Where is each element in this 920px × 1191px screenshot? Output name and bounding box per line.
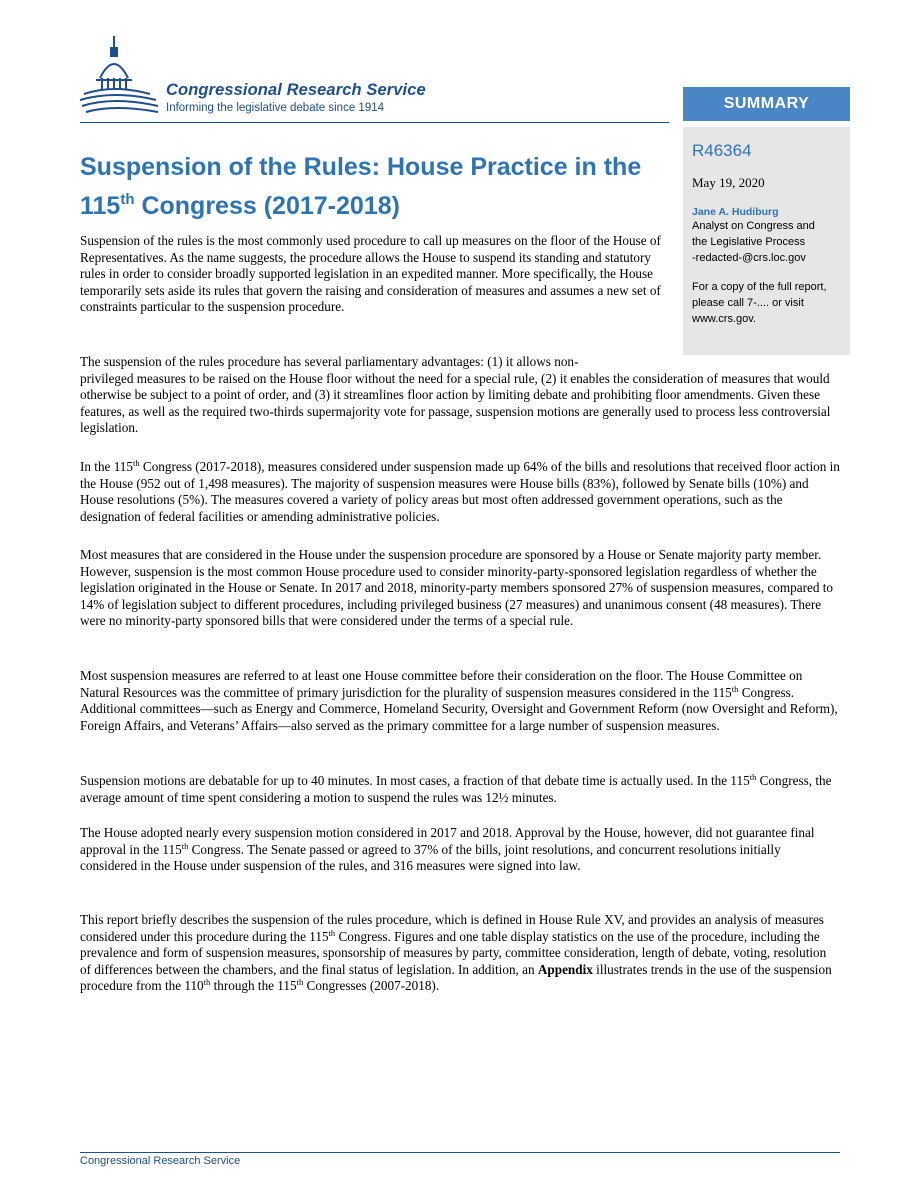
paragraph-3: In the 115th Congress (2017-2018), measures considered under suspension made up 64% of the bills and resolutions that received floor action in the House (952 out of 1,498 measures). The majority of suspension measures were House bills (83%), followed by Senate bills (10%) and House resolutions (5%). The measures covered a variety of policy areas but most often addressed government operations, such as the designation of federal facilities or amending administrative policies. bbox=[80, 458, 840, 524]
author-name: Jane A. Hudiburg bbox=[692, 206, 779, 218]
paragraph-7: The House adopted nearly every suspension motion considered in 2017 and 2018. Approval by the House, however, did not guarantee final approval in the 115th Congress. The Senate passed or agreed to 37% of the bills, joint resolutions, and concurrent resolutions initially considered in the House under suspension of the rules, and 316 measures were signed into law. bbox=[80, 825, 815, 874]
org-name: Congressional Research Service bbox=[166, 81, 426, 99]
report-title: Suspension of the Rules: House Practice in the 115th Congress (2017-2018) bbox=[80, 153, 642, 220]
paragraph-8: This report briefly describes the suspension of the rules procedure, which is defined in House Rule XV, and provides an analysis of measures considered under this procedure during the 115th Congress. Figures and one table display statistics on the use of the procedure, including the prevalence and form of suspension measures, sponsorship of measures by party, committee consideration, length of debate, voting, resolution of differences between the chambers, and the final status of legislation. In addition, an Appendix illustrates trends in the use of the suspension procedure from the 110th through the 115th Congresses (2007-2018). bbox=[80, 912, 832, 994]
report-number: R46364 bbox=[692, 141, 752, 160]
footer-text: Congressional Research Service bbox=[80, 1155, 241, 1167]
capitol-dome-icon bbox=[78, 34, 160, 124]
header-divider bbox=[80, 122, 669, 123]
author-title-line-1: Analyst on Congress and bbox=[692, 220, 815, 232]
summary-sidebar bbox=[683, 127, 850, 355]
paragraph-2-line-1: The suspension of the rules procedure has several parliamentary advantages: (1) it allows non- bbox=[80, 354, 579, 369]
crs-website-link[interactable]: www.crs.gov. bbox=[692, 313, 756, 325]
crs-logo bbox=[78, 34, 478, 124]
footer-divider bbox=[80, 1152, 840, 1153]
paragraph-2-rest: privileged measures to be raised on the House floor without the need for a special rule, (2) it enables the consideration of measures that would otherwise be subject to a point of order, and (3) it streamlines floor action by limiting debate and prohibiting floor amendments. Given these features, as well as the required two-thirds supermajority vote for passage, suspension motions are generally used to process less controversial legislation. bbox=[80, 370, 831, 436]
copy-note-line-2: please call 7-.... or visit bbox=[692, 297, 804, 309]
appendix-link[interactable]: Appendix bbox=[537, 961, 593, 977]
paragraph-5: Most suspension measures are referred to at least one House committee before their consideration on the floor. The House Committee on Natural Resources was the committee of primary jurisdiction for the plurality of suspension measures considered in the 115th Congress. Additional committees—such as Energy and Commerce, Homeland Security, Oversight and Government Reform (now Oversight and Reform), Foreign Affairs, and Veterans’ Affairs—also served as the primary committee for a large number of suspension measures. bbox=[80, 668, 838, 733]
org-tagline: Informing the legislative debate since 1914 bbox=[166, 102, 385, 114]
summary-tab: SUMMARY bbox=[683, 87, 850, 121]
author-email[interactable]: -redacted-@crs.loc.gov bbox=[692, 252, 806, 264]
paragraph-4: Most measures that are considered in the House under the suspension procedure are sponsored by a House or Senate majority party member. However, suspension is the most common House procedure used to consider minority-party-sponsored legislation regardless of whether the legislation originated in the House or Senate. In 2017 and 2018, minority-party members sponsored 27% of suspension measures, compared to 14% of legislation subject to different procedures, including privileged business (27 measures) and unanimous consent (48 measures). There were no minority-party sponsored bills that were considered under the terms of a special rule. bbox=[80, 547, 833, 629]
author-title-line-2: the Legislative Process bbox=[692, 236, 806, 248]
paragraph-2 bbox=[80, 354, 840, 437]
paragraph-6: Suspension motions are debatable for up to 40 minutes. In most cases, a fraction of that debate time is actually used. In the 115th Congress, the average amount of time spent considering a motion to suspend the rules was 12½ minutes. bbox=[80, 772, 832, 805]
paragraph-1: Suspension of the rules is the most commonly used procedure to call up measures on the floor of the House of Representatives. As the name suggests, the procedure allows the House to suspend its standing and statutory rules in order to consider broadly supported legislation in an expedited manner. More specifically, the House temporarily sets aside its rules that govern the raising and consideration of measures and assumes a new set of constraints particular to the suspension procedure. bbox=[80, 233, 661, 315]
report-date: May 19, 2020 bbox=[692, 175, 765, 190]
copy-note-line-1: For a copy of the full report, bbox=[692, 281, 827, 293]
